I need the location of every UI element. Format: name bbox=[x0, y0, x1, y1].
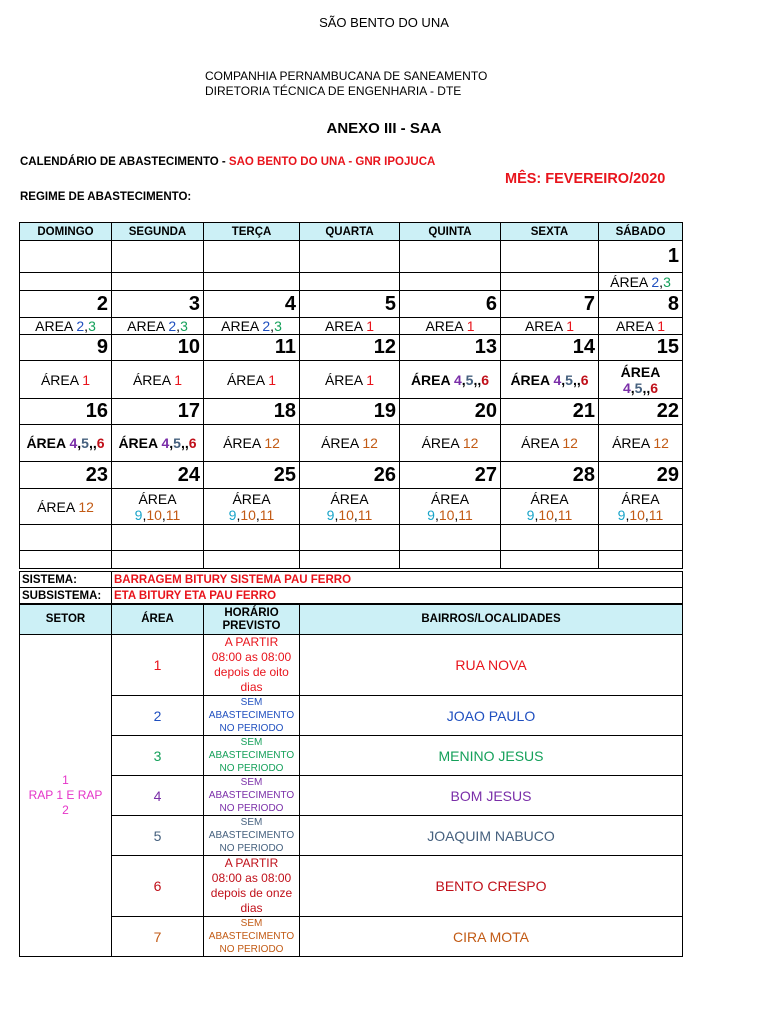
bairro-name: BOM JESUS bbox=[300, 776, 683, 816]
day-area: ÁREA 9,10,11 bbox=[300, 489, 400, 525]
annex-title: ANEXO III - SAA bbox=[326, 120, 442, 137]
col-header-setor: SETOR bbox=[20, 605, 112, 635]
day-area: AREA 2,3 bbox=[204, 318, 300, 335]
system-info bbox=[19, 571, 683, 604]
setor-cell: 1 RAP 1 E RAP 2 bbox=[20, 635, 112, 957]
day-number: 24 bbox=[112, 462, 204, 489]
calendar-label-text: CALENDÁRIO DE ABASTECIMENTO - bbox=[20, 156, 229, 168]
day-area: ÁREA 1 bbox=[300, 361, 400, 399]
day-number: 20 bbox=[400, 399, 501, 425]
day-number: 19 bbox=[300, 399, 400, 425]
weekday-header: SEGUNDA bbox=[112, 223, 204, 241]
col-header-area: ÁREA bbox=[112, 605, 204, 635]
day-area: ÁREA 1 bbox=[20, 361, 112, 399]
weekday-header: SEXTA bbox=[501, 223, 599, 241]
schedule-cell: SEM ABASTECIMENTO NO PERIODO bbox=[204, 696, 300, 736]
weekday-header: SÁBADO bbox=[599, 223, 683, 241]
day-area: ÁREA 4,5,,6 bbox=[400, 361, 501, 399]
day-area: AREA 1 bbox=[599, 318, 683, 335]
schedule-cell: SEM ABASTECIMENTO NO PERIODO bbox=[204, 736, 300, 776]
day-area: ÁREA 9,10,11 bbox=[204, 489, 300, 525]
day-number: 15 bbox=[599, 335, 683, 361]
bairro-name: RUA NOVA bbox=[300, 635, 683, 696]
system-label: SISTEMA: bbox=[20, 572, 112, 588]
schedule-cell: SEM ABASTECIMENTO NO PERIODO bbox=[204, 776, 300, 816]
day-number: 14 bbox=[501, 335, 599, 361]
day-number: 5 bbox=[300, 291, 400, 318]
day-area: ÁREA 12 bbox=[204, 425, 300, 462]
day-area: ÁREA 1 bbox=[112, 361, 204, 399]
day-area: ÁREA 9,10,11 bbox=[599, 489, 683, 525]
day-area: ÁREA 12 bbox=[501, 425, 599, 462]
weekday-header: QUARTA bbox=[300, 223, 400, 241]
area-word: ÁREA bbox=[610, 273, 648, 290]
day-number: 22 bbox=[599, 399, 683, 425]
calendar-label bbox=[20, 156, 435, 168]
bairro-name: BENTO CRESPO bbox=[300, 856, 683, 917]
day-number: 8 bbox=[599, 291, 683, 318]
area-number: 3 bbox=[112, 736, 204, 776]
day-area: ÁREA 1 bbox=[204, 361, 300, 399]
col-header-horario: HORÁRIO PREVISTO bbox=[204, 605, 300, 635]
day-number: 27 bbox=[400, 462, 501, 489]
day-area: ÁREA 9,10,11 bbox=[112, 489, 204, 525]
col-header-bairros: BAIRROS/LOCALIDADES bbox=[300, 605, 683, 635]
day-area: ÁREA 4,5,,6 bbox=[20, 425, 112, 462]
day-area: ÁREA 4,5,,6 bbox=[112, 425, 204, 462]
day-number: 2 bbox=[20, 291, 112, 318]
area-number: 7 bbox=[112, 917, 204, 957]
month-label: MÊS: FEVEREIRO/2020 bbox=[505, 171, 666, 187]
schedule-cell: A PARTIR 08:00 as 08:00 depois de onze dias bbox=[204, 856, 300, 917]
weekday-header: TERÇA bbox=[204, 223, 300, 241]
calendar-place: SAO BENTO DO UNA - GNR IPOJUCA bbox=[228, 156, 436, 168]
bairro-name: CIRA MOTA bbox=[300, 917, 683, 957]
day-number: 6 bbox=[400, 291, 501, 318]
day-area: ÁREA 12 bbox=[599, 425, 683, 462]
day-number: 16 bbox=[20, 399, 112, 425]
schedule-cell: SEM ABASTECIMENTO NO PERIODO bbox=[204, 917, 300, 957]
area-number: 1 bbox=[112, 635, 204, 696]
day-area: ÁREA 9,10,11 bbox=[501, 489, 599, 525]
day-number: 29 bbox=[599, 462, 683, 489]
day-area: AREA 2,3 bbox=[20, 318, 112, 335]
day-area: ÁREA 12 bbox=[20, 489, 112, 525]
day-number: 21 bbox=[501, 399, 599, 425]
area-code: 2 bbox=[651, 273, 660, 290]
day-number: 9 bbox=[20, 335, 112, 361]
schedule-cell: A PARTIR 08:00 as 08:00 depois de oito dias bbox=[204, 635, 300, 696]
day-area: AREA 1 bbox=[501, 318, 599, 335]
day-area: ÁREA 4,5,,6 bbox=[599, 361, 683, 399]
day-number: 7 bbox=[501, 291, 599, 318]
area-number: 5 bbox=[112, 816, 204, 856]
day-number: 1 bbox=[599, 241, 683, 273]
regime-label: REGIME DE ABASTECIMENTO: bbox=[20, 191, 192, 203]
day-area: ÁREA 4,5,,6 bbox=[501, 361, 599, 399]
day-number: 12 bbox=[300, 335, 400, 361]
day-area: ÁREA 9,10,11 bbox=[400, 489, 501, 525]
day-number: 4 bbox=[204, 291, 300, 318]
day-area: ÁREA 12 bbox=[400, 425, 501, 462]
day-number: 28 bbox=[501, 462, 599, 489]
area-number: 6 bbox=[112, 856, 204, 917]
area-code: 3 bbox=[663, 273, 671, 290]
day-number: 26 bbox=[300, 462, 400, 489]
bairro-name: JOAO PAULO bbox=[300, 696, 683, 736]
day-number: 23 bbox=[20, 462, 112, 489]
area-number: 4 bbox=[112, 776, 204, 816]
weekday-header: QUINTA bbox=[400, 223, 501, 241]
day-number: 3 bbox=[112, 291, 204, 318]
system-value: BARRAGEM BITURY SISTEMA PAU FERRO bbox=[112, 572, 683, 588]
day-number: 25 bbox=[204, 462, 300, 489]
day-number: 17 bbox=[112, 399, 204, 425]
area-number: 2 bbox=[112, 696, 204, 736]
schedule-cell: SEM ABASTECIMENTO NO PERIODO bbox=[204, 816, 300, 856]
day-number: 11 bbox=[204, 335, 300, 361]
day-number: 13 bbox=[400, 335, 501, 361]
day-area: AREA 1 bbox=[300, 318, 400, 335]
sector-table bbox=[19, 604, 683, 957]
subsystem-value: ETA BITURY ETA PAU FERRO bbox=[112, 588, 683, 604]
city-title: SÃO BENTO DO UNA bbox=[319, 15, 449, 30]
day-area: AREA 1 bbox=[400, 318, 501, 335]
bairro-name: JOAQUIM NABUCO bbox=[300, 816, 683, 856]
bairro-name: MENINO JESUS bbox=[300, 736, 683, 776]
day-number: 18 bbox=[204, 399, 300, 425]
directorate-name: DIRETORIA TÉCNICA DE ENGENHARIA - DTE bbox=[205, 84, 462, 98]
day-area: AREA 2,3 bbox=[112, 318, 204, 335]
company-name: COMPANHIA PERNAMBUCANA DE SANEAMENTO bbox=[205, 69, 488, 83]
subsystem-label: SUBSISTEMA: bbox=[20, 588, 112, 604]
day-area: ÁREA 2,3 bbox=[599, 273, 683, 291]
day-area: ÁREA 12 bbox=[300, 425, 400, 462]
supply-calendar bbox=[19, 222, 683, 569]
weekday-header: DOMINGO bbox=[20, 223, 112, 241]
day-number: 10 bbox=[112, 335, 204, 361]
